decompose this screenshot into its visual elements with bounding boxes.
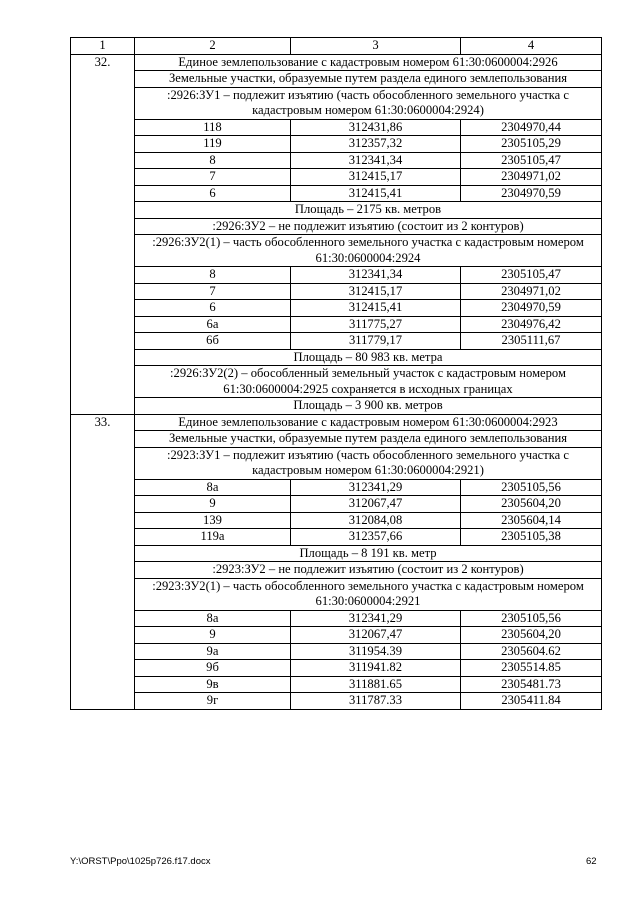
point-number: 6 (135, 300, 291, 317)
coordinate-row (71, 136, 602, 153)
coordinate-y: 2305604,20 (461, 496, 602, 513)
description-row (71, 235, 602, 267)
coordinate-y: 2305604,20 (461, 627, 602, 644)
coordinate-row (71, 267, 602, 284)
coordinate-x: 312084,08 (291, 512, 461, 529)
coordinate-x: 311881.65 (291, 676, 461, 693)
coordinate-row (71, 169, 602, 186)
column-number-3: 3 (291, 38, 461, 55)
description-text: :2923:ЗУ2 – не подлежит изъятию (состоит из 2 контуров) (135, 562, 602, 579)
coordinate-x: 312431,86 (291, 119, 461, 136)
coordinate-y: 2305105,56 (461, 610, 602, 627)
section-number: 33. (71, 414, 135, 709)
coordinate-row (71, 333, 602, 350)
column-number-row (71, 38, 602, 55)
point-number: 8а (135, 479, 291, 496)
coordinate-y: 2305111,67 (461, 333, 602, 350)
coordinate-y: 2305105,56 (461, 479, 602, 496)
coordinate-x: 312067,47 (291, 496, 461, 513)
coordinate-y: 2305105,38 (461, 529, 602, 546)
coordinate-y: 2305481.73 (461, 676, 602, 693)
coordinate-row (71, 529, 602, 546)
coordinates-table (70, 37, 602, 710)
section-number: 32. (71, 54, 135, 414)
point-number: 9б (135, 660, 291, 677)
description-row (71, 431, 602, 448)
coordinate-x: 311941.82 (291, 660, 461, 677)
coordinate-x: 312341,34 (291, 152, 461, 169)
point-number: 119а (135, 529, 291, 546)
description-text: Земельные участки, образуемые путем раздела единого землепользования (135, 71, 602, 88)
description-row (71, 71, 602, 88)
coordinate-row (71, 119, 602, 136)
point-number: 6 (135, 185, 291, 202)
description-row (71, 398, 602, 415)
coordinate-row (71, 643, 602, 660)
coordinate-y: 2304970,59 (461, 185, 602, 202)
coordinate-x: 311787.33 (291, 693, 461, 710)
point-number: 6а (135, 316, 291, 333)
coordinate-row (71, 152, 602, 169)
coordinate-row (71, 316, 602, 333)
description-text: Площадь – 80 983 кв. метра (135, 349, 602, 366)
coordinate-y: 2304970,59 (461, 300, 602, 317)
coordinate-row (71, 610, 602, 627)
description-row (71, 349, 602, 366)
coordinate-y: 2304976,42 (461, 316, 602, 333)
coordinate-y: 2305411.84 (461, 693, 602, 710)
footer-page-number: 62 (586, 856, 597, 867)
coordinate-x: 312341,29 (291, 479, 461, 496)
point-number: 7 (135, 169, 291, 186)
description-row (71, 447, 602, 479)
coordinate-x: 312415,41 (291, 185, 461, 202)
point-number: 8а (135, 610, 291, 627)
description-text: Площадь – 3 900 кв. метров (135, 398, 602, 415)
description-text: :2926:ЗУ1 – подлежит изъятию (часть обособленного земельного участка с кадастровым номером 61:30:0600004:2924) (135, 87, 602, 119)
description-row (71, 218, 602, 235)
description-text: Земельные участки, образуемые путем раздела единого землепользования (135, 431, 602, 448)
coordinate-row (71, 627, 602, 644)
coordinate-row (71, 496, 602, 513)
point-number: 6б (135, 333, 291, 350)
column-number-2: 2 (135, 38, 291, 55)
description-text: :2926:ЗУ2(1) – часть обособленного земельного участка с кадастровым номером 61:30:0600004:2924 (135, 235, 602, 267)
point-number: 118 (135, 119, 291, 136)
description-row (71, 545, 602, 562)
point-number: 139 (135, 512, 291, 529)
coordinate-y: 2305514.85 (461, 660, 602, 677)
coordinate-y: 2305105,47 (461, 267, 602, 284)
coordinate-x: 312341,29 (291, 610, 461, 627)
coordinate-y: 2304970,44 (461, 119, 602, 136)
coordinate-y: 2305105,47 (461, 152, 602, 169)
point-number: 9 (135, 627, 291, 644)
point-number: 7 (135, 283, 291, 300)
coordinate-y: 2305604,14 (461, 512, 602, 529)
table-body (71, 38, 602, 710)
description-text: :2926:ЗУ2 – не подлежит изъятию (состоит из 2 контуров) (135, 218, 602, 235)
coordinate-x: 312415,17 (291, 283, 461, 300)
coordinate-y: 2304971,02 (461, 169, 602, 186)
coordinate-row (71, 660, 602, 677)
description-text: Единое землепользование с кадастровым номером 61:30:0600004:2923 (135, 414, 602, 431)
description-text: Площадь – 8 191 кв. метр (135, 545, 602, 562)
coordinate-x: 312357,66 (291, 529, 461, 546)
description-row (71, 578, 602, 610)
point-number: 9в (135, 676, 291, 693)
coordinate-x: 311954.39 (291, 643, 461, 660)
coordinate-y: 2305604.62 (461, 643, 602, 660)
point-number: 9 (135, 496, 291, 513)
coordinate-row (71, 283, 602, 300)
column-number-1: 1 (71, 38, 135, 55)
coordinate-row (71, 693, 602, 710)
coordinate-x: 312415,17 (291, 169, 461, 186)
description-text: :2923:ЗУ1 – подлежит изъятию (часть обособленного земельного участка с кадастровым номером 61:30:0600004:2921) (135, 447, 602, 479)
coordinate-x: 312341,34 (291, 267, 461, 284)
coordinate-row (71, 185, 602, 202)
coordinate-x: 312067,47 (291, 627, 461, 644)
point-number: 9а (135, 643, 291, 660)
description-row (71, 414, 602, 431)
description-row (71, 87, 602, 119)
description-text: Площадь – 2175 кв. метров (135, 202, 602, 219)
coordinate-y: 2304971,02 (461, 283, 602, 300)
coordinate-row (71, 479, 602, 496)
coordinate-y: 2305105,29 (461, 136, 602, 153)
coordinate-x: 311775,27 (291, 316, 461, 333)
coordinate-x: 311779,17 (291, 333, 461, 350)
coordinate-row (71, 300, 602, 317)
description-row (71, 202, 602, 219)
description-row (71, 562, 602, 579)
description-text: :2923:ЗУ2(1) – часть обособленного земельного участка с кадастровым номером 61:30:0600004:2921 (135, 578, 602, 610)
footer-file-path: Y:\ORST\Ppo\1025p726.f17.docx (70, 856, 211, 867)
coordinate-row (71, 512, 602, 529)
point-number: 8 (135, 152, 291, 169)
coordinate-x: 312415,41 (291, 300, 461, 317)
point-number: 9г (135, 693, 291, 710)
description-row (71, 366, 602, 398)
description-text: Единое землепользование с кадастровым номером 61:30:0600004:2926 (135, 54, 602, 71)
coordinate-x: 312357,32 (291, 136, 461, 153)
description-text: :2926:ЗУ2(2) – обособленный земельный участок с кадастровым номером 61:30:0600004:2925 сохраняется в исходных границах (135, 366, 602, 398)
coordinate-row (71, 676, 602, 693)
description-row (71, 54, 602, 71)
point-number: 119 (135, 136, 291, 153)
point-number: 8 (135, 267, 291, 284)
column-number-4: 4 (461, 38, 602, 55)
